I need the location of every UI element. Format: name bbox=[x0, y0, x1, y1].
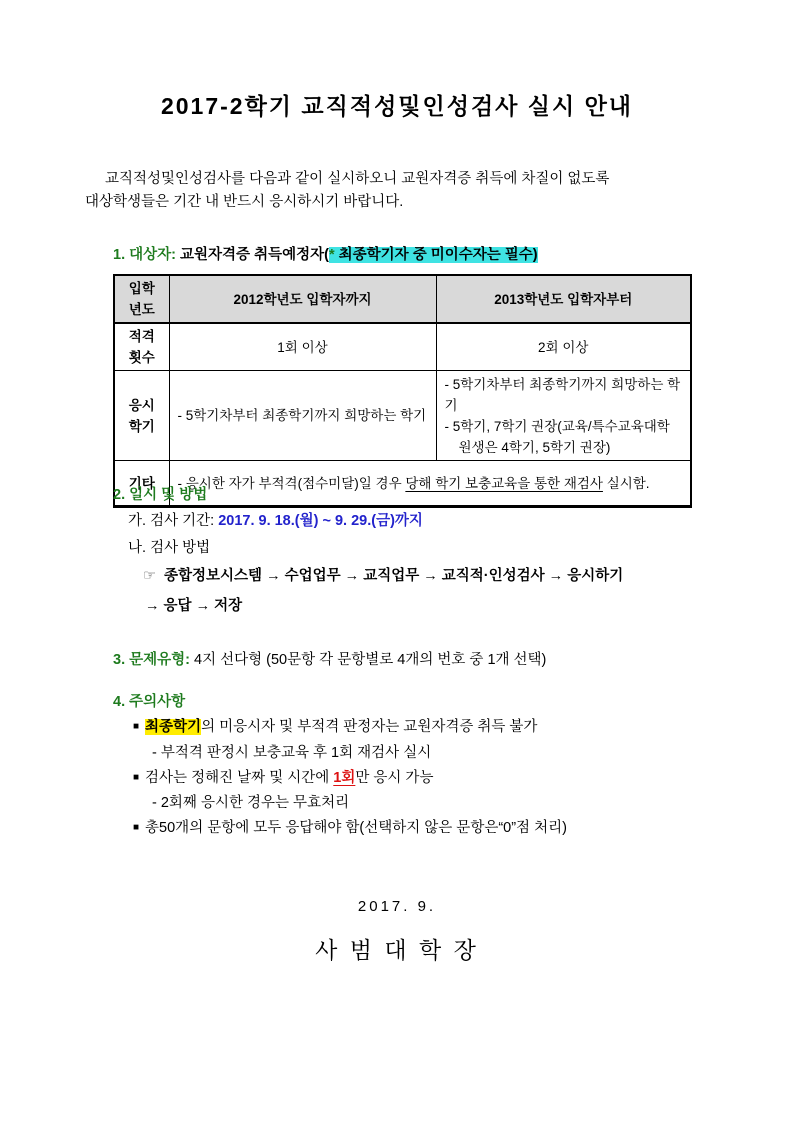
square-bullet-icon: ■ bbox=[133, 822, 140, 833]
section-1-label: 1. 대상자: bbox=[113, 247, 176, 263]
caution-bullet-3 bbox=[133, 816, 567, 837]
system-path-text: 종합정보시스템 → 수업업무 → 교직업무 → 교직적·인성검사 → 응시하기 bbox=[164, 568, 624, 584]
semester-2012-cell bbox=[169, 371, 436, 461]
caution-2-pre: 검사는 정해진 날짜 및 시간에 bbox=[145, 770, 334, 786]
intro-line-2: 대상학생들은 기간 내 반드시 응시하시기 바랍니다. bbox=[85, 194, 404, 210]
header-admission-year: 입학년도 bbox=[114, 275, 169, 323]
semester-2012-item: - 5학기차부터 최종학기까지 희망하는 학기 bbox=[177, 408, 427, 423]
header-from-2013: 2013학년도 입학자부터 bbox=[436, 275, 691, 323]
once-only-emphasis: 1회 bbox=[333, 770, 356, 786]
footer-date: 2017. 9. bbox=[357, 898, 437, 915]
semester-2013-item-1: - 5학기차부터 최종학기까지 희망하는 학기 bbox=[444, 376, 681, 413]
row-label-etc: 기타 bbox=[114, 461, 169, 507]
etc-text bbox=[178, 473, 683, 494]
caution-3-text: 총50개의 문항에 모두 응답해야 함(선택하지 않은 문항은“0”점 처리) bbox=[145, 820, 567, 836]
table-row-pass-count bbox=[114, 323, 691, 371]
pass-count-2012: 1회 이상 bbox=[169, 323, 436, 371]
etc-text-pre: - 응시한 자가 부적격(점수미달)일 경우 bbox=[177, 475, 406, 491]
row-label-pass-count: 적격횟수 bbox=[114, 323, 169, 371]
eligibility-table bbox=[113, 274, 692, 508]
section-4-heading: 4. 주의사항 bbox=[113, 694, 186, 710]
caution-1-text: 의 미응시자 및 부적격 판정자는 교원자격증 취득 불가 bbox=[201, 719, 538, 735]
required-asterisk: * bbox=[328, 247, 339, 263]
intro-line-1: 교직적성및인성검사를 다음과 같이 실시하오니 교원자격증 취득에 차질이 없도록 bbox=[105, 171, 610, 187]
section-1-heading bbox=[113, 243, 538, 264]
etc-text-underlined: 당해 학기 보충교육을 통한 재검사 bbox=[405, 475, 603, 491]
square-bullet-icon: ■ bbox=[133, 721, 140, 732]
page-title: 2017-2학기 교직적성및인성검사 실시 안내 bbox=[160, 93, 634, 119]
test-method-line: 나. 검사 방법 bbox=[128, 540, 211, 556]
system-path-line-2: → 응답 → 저장 bbox=[145, 598, 243, 614]
pass-count-2013: 2회 이상 bbox=[436, 323, 691, 371]
test-period-dates: 2017. 9. 18.(월) ~ 9. 29.(금)까지 bbox=[218, 513, 423, 529]
etc-cell bbox=[169, 461, 691, 507]
section-1-text: 교원자격증 취득예정자( bbox=[175, 247, 329, 263]
yellow-highlight: 최종학기 bbox=[145, 719, 202, 735]
caution-sub-2: - 2회째 응시한 경우는 무효처리 bbox=[152, 795, 350, 811]
highlight-text: 최종학기자 중 미이수자는 필수) bbox=[338, 247, 538, 263]
semester-2013-item-2: - 5학기, 7학기 권장(교육/특수교육대학 원생은 4학기, 5학기 권장) bbox=[444, 418, 670, 455]
table-row-semester bbox=[114, 371, 691, 461]
table-header-row bbox=[114, 275, 691, 323]
square-bullet-icon: ■ bbox=[133, 772, 140, 783]
header-until-2012: 2012학년도 입학자까지 bbox=[169, 275, 436, 323]
section-3-label: 3. 문제유형: bbox=[113, 652, 190, 668]
test-period-label: 가. 검사 기간: bbox=[128, 513, 219, 529]
caution-bullet-1 bbox=[133, 715, 537, 736]
footer-signer: 사 범 대 학 장 bbox=[315, 937, 479, 963]
cyan-highlight bbox=[329, 247, 538, 263]
section-2-heading: 2. 일시 및 방법 bbox=[113, 487, 208, 503]
section-3-heading bbox=[113, 648, 546, 669]
caution-bullet-2 bbox=[133, 766, 433, 787]
system-path-line-1 bbox=[143, 564, 623, 585]
etc-text-post: 실시함. bbox=[602, 475, 650, 491]
caution-2-post: 만 응시 가능 bbox=[355, 770, 434, 786]
caution-sub-1: - 부적격 판정시 보충교육 후 1회 재검사 실시 bbox=[152, 745, 432, 761]
pointing-hand-icon: ☞ bbox=[143, 568, 156, 584]
semester-2013-cell bbox=[436, 371, 691, 461]
test-period-line bbox=[128, 509, 423, 530]
section-3-text: 4지 선다형 (50문항 각 문항별로 4개의 번호 중 1개 선택) bbox=[189, 652, 547, 668]
intro-paragraph bbox=[85, 168, 713, 214]
row-label-semester: 응시학기 bbox=[114, 371, 169, 461]
